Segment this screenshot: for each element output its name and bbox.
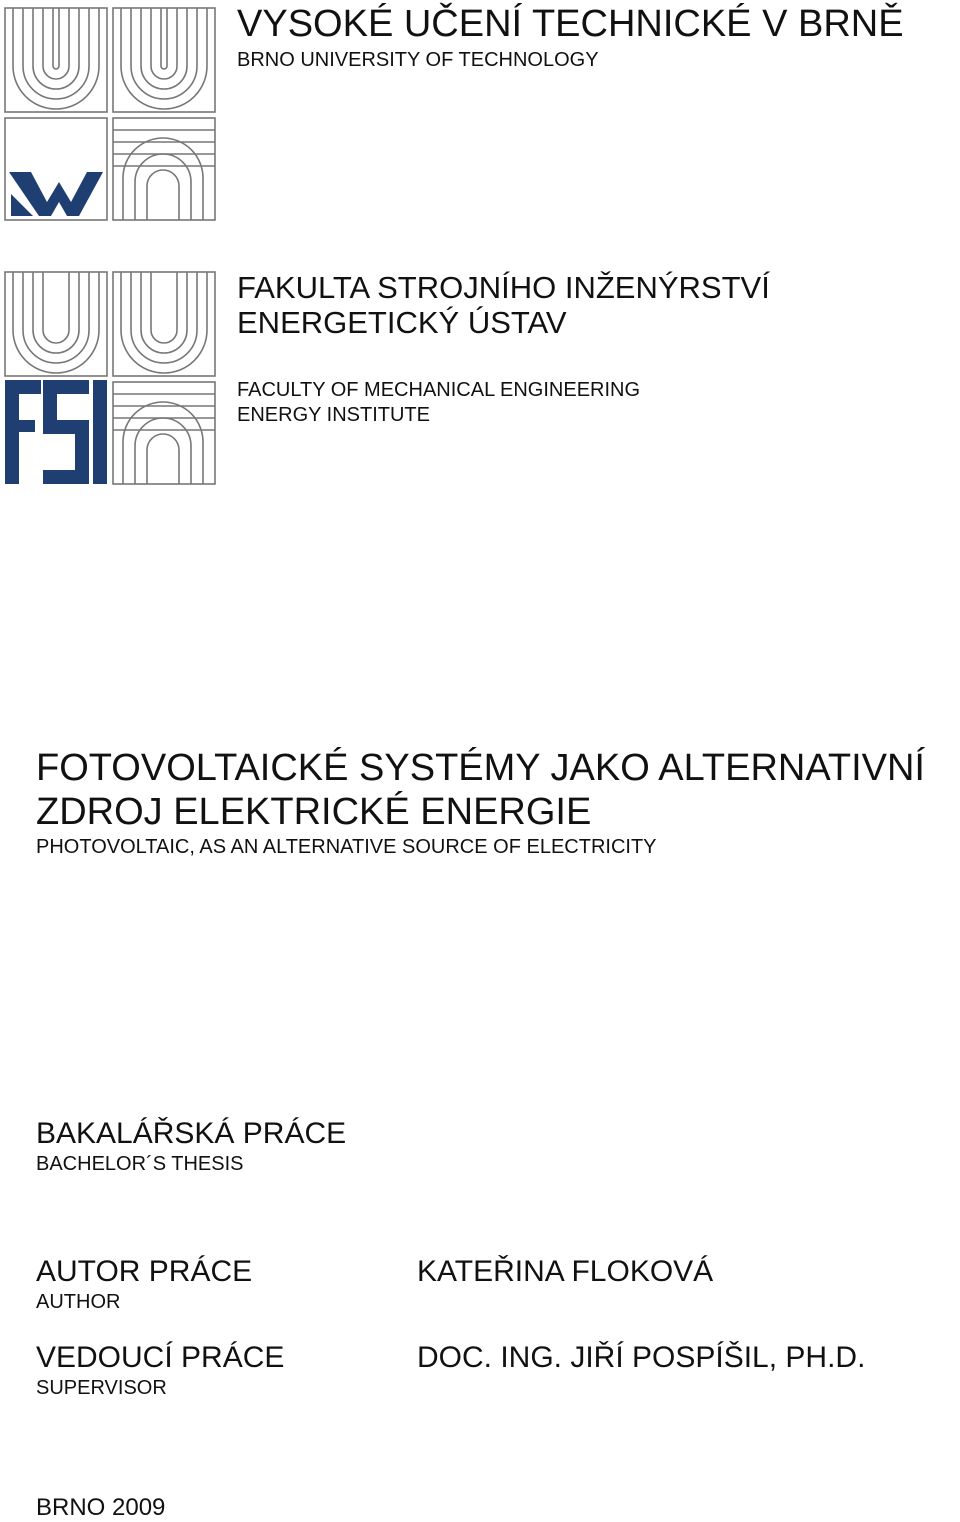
thesis-type-cz: BAKALÁŘSKÁ PRÁCE: [36, 1117, 347, 1150]
thesis-title-en: PHOTOVOLTAIC, AS AN ALTERNATIVE SOURCE OF ELECTRICITY: [36, 836, 657, 858]
supervisor-label-cz: VEDOUCÍ PRÁCE: [36, 1341, 285, 1374]
supervisor-label-en: SUPERVISOR: [36, 1377, 167, 1399]
author-name: KATEŘINA FLOKOVÁ: [417, 1255, 714, 1288]
university-name-cz: VYSOKÉ UČENÍ TECHNICKÉ V BRNĚ: [237, 3, 904, 45]
thesis-title-cz-line2: ZDROJ ELEKTRICKÉ ENERGIE: [36, 791, 592, 833]
university-name-en: BRNO UNIVERSITY OF TECHNOLOGY: [237, 49, 599, 71]
place-year: BRNO 2009: [36, 1494, 166, 1521]
author-label-cz: AUTOR PRÁCE: [36, 1255, 253, 1288]
faculty-name-en: FACULTY OF MECHANICAL ENGINEERING: [237, 379, 641, 401]
vut-logo-icon: [3, 6, 217, 222]
fsi-logo-icon: [3, 270, 217, 486]
thesis-title-cz-line1: FOTOVOLTAICKÉ SYSTÉMY JAKO ALTERNATIVNÍ: [36, 747, 925, 789]
faculty-name-cz: FAKULTA STROJNÍHO INŽENÝRSTVÍ: [237, 270, 770, 305]
thesis-type-en: BACHELOR´S THESIS: [36, 1153, 244, 1175]
supervisor-name: DOC. ING. JIŘÍ POSPÍŠIL, PH.D.: [417, 1341, 866, 1374]
institute-name-en: ENERGY INSTITUTE: [237, 404, 430, 426]
institute-name-cz: ENERGETICKÝ ÚSTAV: [237, 305, 567, 340]
author-label-en: AUTHOR: [36, 1291, 121, 1313]
